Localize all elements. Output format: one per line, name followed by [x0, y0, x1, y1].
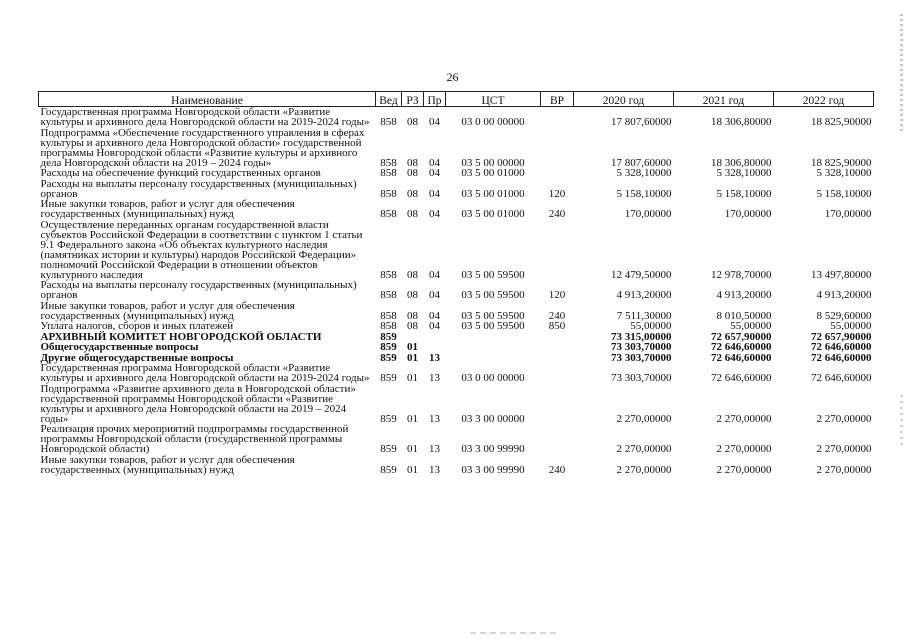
- cell-vr: 240: [548, 208, 566, 220]
- cell-y2022: 170,00000: [824, 208, 872, 220]
- cell-pr: 04: [429, 167, 440, 179]
- table-body: [39, 107, 874, 476]
- cell-cst: 03 5 00 59500: [461, 309, 525, 322]
- cell-rz: 08: [407, 309, 418, 322]
- cell-y2020: 2 270,00000: [616, 443, 672, 455]
- cell-y2022: 18 825,90000: [811, 156, 872, 169]
- cell-y2021: 4 913,20000: [716, 289, 772, 301]
- cell-y2021: 2 270,00000: [716, 463, 772, 476]
- table-row: [39, 363, 874, 384]
- cell-ved: 859: [380, 412, 397, 425]
- cell-cst: 03 5 00 59500: [461, 320, 525, 332]
- cell-name: АРХИВНЫЙ КОМИТЕТ НОВГОРОДСКОЙ ОБЛАСТИ: [40, 330, 322, 343]
- cell-rz: 01: [407, 351, 418, 364]
- cell-y2020: 12 479,50000: [611, 268, 672, 281]
- table-row: [39, 342, 874, 353]
- cell-pr: 04: [429, 289, 440, 301]
- cell-y2021: 8 010,50000: [716, 309, 772, 322]
- cell-name: Государственная программа Новгородской области «Развитие культуры и архивного дела Новгородской области на 2019-2024 годы»: [40, 362, 370, 384]
- table-row: [39, 384, 874, 425]
- cell-pr: 04: [429, 309, 440, 322]
- cell-name: Расходы на выплаты персоналу государственных (муниципальных) органов: [40, 279, 357, 301]
- cell-pr: 04: [429, 208, 440, 220]
- cell-cst: [446, 353, 541, 364]
- cell-ved: 858: [380, 167, 397, 179]
- table-row: [39, 107, 874, 128]
- cell-rz: 01: [407, 372, 418, 384]
- cell-y2021: 72 657,90000: [711, 330, 772, 343]
- cell-pr: 13: [429, 412, 440, 425]
- cell-y2021: 2 270,00000: [716, 443, 772, 455]
- cell-name: Общегосударственные вопросы: [40, 341, 199, 353]
- cell-pr: [424, 332, 446, 343]
- cell-y2021: 5 158,10000: [716, 187, 772, 200]
- cell-ved: 859: [380, 341, 397, 353]
- cell-y2020: 73 303,70000: [611, 372, 672, 384]
- cell-pr: 04: [429, 156, 440, 169]
- cell-vr: 240: [548, 463, 566, 476]
- cell-cst: 03 3 00 00000: [461, 412, 525, 425]
- cell-vr: 850: [548, 320, 566, 332]
- cell-y2020: 73 303,70000: [611, 351, 672, 364]
- cell-ved: 858: [380, 320, 397, 332]
- cell-ved: 858: [380, 289, 397, 301]
- cell-y2020: 17 807,60000: [611, 116, 672, 128]
- cell-y2022: 72 657,90000: [811, 330, 872, 343]
- cell-rz: 08: [407, 268, 418, 281]
- cell-y2022: 72 646,60000: [811, 341, 872, 353]
- cell-y2021: 18 306,80000: [711, 156, 772, 169]
- cell-cst: [446, 342, 541, 353]
- cell-ved: 859: [380, 351, 397, 364]
- cell-y2021: 72 646,60000: [711, 341, 772, 353]
- cell-cst: 03 5 00 01000: [461, 187, 525, 200]
- cell-name: Расходы на выплаты персоналу государственных (муниципальных) органов: [40, 177, 357, 200]
- cell-ved: 858: [380, 268, 397, 281]
- cell-pr: 04: [429, 187, 440, 200]
- scan-margin-marks: [900, 14, 903, 134]
- cell-ved: 859: [380, 463, 397, 476]
- cell-y2020: 2 270,00000: [616, 412, 672, 425]
- cell-vr: [541, 107, 574, 128]
- cell-y2020: 7 511,30000: [616, 309, 672, 322]
- cell-y2021: 5 328,10000: [716, 167, 772, 179]
- cell-rz: 08: [407, 289, 418, 301]
- cell-pr: 13: [429, 351, 440, 364]
- cell-y2021: 72 646,60000: [711, 372, 772, 384]
- cell-name: Подпрограмма «Развитие архивного дела в Новгородской области» государственной программы Новгородской области «Развитие культуры и архивного дела Новгородской области на 2019 – 2024 годы»: [40, 382, 356, 425]
- cell-cst: [446, 332, 541, 343]
- cell-ved: 858: [380, 208, 397, 220]
- table-row: [39, 199, 874, 220]
- header-2022: 2022 год: [774, 92, 874, 107]
- cell-pr: [424, 342, 446, 353]
- cell-y2021: 72 646,60000: [711, 351, 772, 364]
- cell-name: Иные закупки товаров, работ и услуг для обеспечения государственных (муниципальных) нужд: [40, 198, 295, 220]
- cell-vr: [541, 332, 574, 343]
- cell-cst: 03 5 00 59500: [461, 289, 525, 301]
- cell-y2022: 2 270,00000: [816, 443, 872, 455]
- header-2020: 2020 год: [574, 92, 674, 107]
- cell-y2020: 17 807,60000: [611, 156, 672, 169]
- cell-pr: 13: [429, 372, 440, 384]
- cell-cst: 03 5 00 59500: [461, 268, 525, 281]
- cell-vr: [541, 128, 574, 169]
- table-row: [39, 321, 874, 332]
- cell-y2022: 2 270,00000: [816, 463, 872, 476]
- cell-y2021: 2 270,00000: [716, 412, 772, 425]
- cell-vr: [541, 353, 574, 364]
- cell-y2022: 4 913,20000: [816, 289, 872, 301]
- cell-name: Расходы на обеспечение функций государственных органов: [40, 167, 321, 179]
- cell-y2022: 18 825,90000: [811, 116, 872, 128]
- table-row: [39, 280, 874, 301]
- cell-vr: 120: [548, 289, 566, 301]
- cell-vr: [541, 384, 574, 425]
- cell-y2021: 18 306,80000: [711, 116, 772, 128]
- cell-rz: 08: [407, 167, 418, 179]
- table-row: [39, 179, 874, 200]
- cell-ved: 858: [380, 187, 397, 200]
- cell-y2022: 72 646,60000: [811, 351, 872, 364]
- table-row: [39, 455, 874, 476]
- budget-table: [38, 91, 874, 475]
- table-row: [39, 168, 874, 179]
- cell-rz: 08: [407, 187, 418, 200]
- cell-y2021: 55,00000: [730, 320, 772, 332]
- cell-vr: [541, 220, 574, 281]
- page-number: 26: [446, 70, 459, 84]
- table-header-row: [39, 92, 874, 107]
- cell-y2020: 170,00000: [624, 208, 672, 220]
- cell-rz: 01: [407, 412, 418, 425]
- cell-cst: 03 0 00 00000: [461, 116, 525, 128]
- cell-y2021: 12 978,70000: [711, 268, 772, 281]
- cell-vr: 120: [548, 187, 566, 200]
- scan-margin-marks-lower: [900, 395, 903, 445]
- cell-rz: 08: [407, 116, 418, 128]
- cell-name: Иные закупки товаров, работ и услуг для обеспечения государственных (муниципальных) нужд: [40, 299, 295, 322]
- cell-y2022: 5 158,10000: [816, 187, 872, 200]
- cell-cst: 03 3 00 99990: [461, 463, 525, 476]
- cell-vr: [541, 424, 574, 455]
- cell-y2022: 5 328,10000: [816, 167, 872, 179]
- header-cst: ЦСТ: [446, 92, 541, 107]
- cell-name: Реализация прочих мероприятий подпрограммы государственной программы Новгородской области (государственной программы Новгородской области): [40, 423, 349, 455]
- cell-y2020: 73 303,70000: [611, 341, 672, 353]
- cell-name: Государственная программа Новгородской области «Развитие культуры и архивного дела Новгородской области на 2019-2024 годы»: [40, 106, 370, 128]
- cell-y2020: 73 315,00000: [611, 330, 672, 343]
- cell-y2022: 13 497,80000: [811, 268, 872, 281]
- cell-ved: 859: [380, 330, 397, 343]
- cell-rz: 01: [407, 443, 418, 455]
- cell-pr: 13: [429, 463, 440, 476]
- cell-rz: 01: [407, 341, 418, 353]
- cell-y2020: 55,00000: [630, 320, 672, 332]
- cell-vr: [541, 342, 574, 353]
- cell-pr: 13: [429, 443, 440, 455]
- header-2021: 2021 год: [674, 92, 774, 107]
- cell-name: Подпрограмма «Обеспечение государственного управления в сферах культуры и архивного дела Новгородской области» государственной программы Новгородской области «Развитие культуры и архивного дела Новгородской области на 2019 – 2024 годы»: [40, 126, 365, 169]
- cell-pr: 04: [429, 268, 440, 281]
- cell-cst: 03 5 00 01000: [461, 208, 525, 220]
- cell-y2022: 2 270,00000: [816, 412, 872, 425]
- cell-vr: 240: [548, 309, 566, 322]
- cell-name: Уплата налогов, сборов и иных платежей: [40, 320, 234, 332]
- cell-ved: 858: [380, 116, 397, 128]
- cell-y2020: 5 328,10000: [616, 167, 672, 179]
- cell-y2022: 8 529,60000: [816, 309, 872, 322]
- cell-rz: 01: [407, 463, 418, 476]
- cell-ved: 859: [380, 372, 397, 384]
- cell-pr: 04: [429, 320, 440, 332]
- table-row: [39, 424, 874, 455]
- cell-cst: 03 5 00 00000: [461, 156, 525, 169]
- scan-bottom-artifact: [470, 632, 560, 634]
- cell-rz: 08: [407, 320, 418, 332]
- cell-rz: 08: [407, 156, 418, 169]
- cell-vr: [541, 168, 574, 179]
- cell-pr: 04: [429, 116, 440, 128]
- cell-cst: 03 0 00 00000: [461, 372, 525, 384]
- cell-ved: 858: [380, 309, 397, 322]
- cell-y2020: 2 270,00000: [616, 463, 672, 476]
- header-ved: Вед: [376, 92, 402, 107]
- cell-y2022: 55,00000: [830, 320, 872, 332]
- table-row: [39, 301, 874, 322]
- table-row: [39, 220, 874, 281]
- header-rz: РЗ: [402, 92, 424, 107]
- cell-y2021: 170,00000: [724, 208, 772, 220]
- cell-vr: [541, 363, 574, 384]
- cell-name: Осуществление переданных органам государственной власти субъектов Российской Федерации в соответствии с пунктом 1 статьи 9.1 Федерального закона «Об объектах культурного наследия (памятниках истории и культуры) народов Российской Федерации» полномочий Российской Федерации в отношении объектов культурного наследия: [40, 218, 363, 281]
- table-row: [39, 128, 874, 169]
- cell-cst: 03 3 00 99990: [461, 443, 525, 455]
- cell-cst: 03 5 00 01000: [461, 167, 525, 179]
- cell-y2020: 5 158,10000: [616, 187, 672, 200]
- cell-name: Иные закупки товаров, работ и услуг для обеспечения государственных (муниципальных) нужд: [40, 453, 295, 476]
- cell-name: Другие общегосударственные вопросы: [40, 351, 234, 364]
- header-pr: Пр: [424, 92, 446, 107]
- cell-y2022: 72 646,60000: [811, 372, 872, 384]
- cell-y2020: 4 913,20000: [616, 289, 672, 301]
- cell-ved: 859: [380, 443, 397, 455]
- cell-rz: 08: [407, 208, 418, 220]
- header-name: Наименование: [39, 92, 376, 107]
- header-vr: ВР: [541, 92, 574, 107]
- cell-ved: 858: [380, 156, 397, 169]
